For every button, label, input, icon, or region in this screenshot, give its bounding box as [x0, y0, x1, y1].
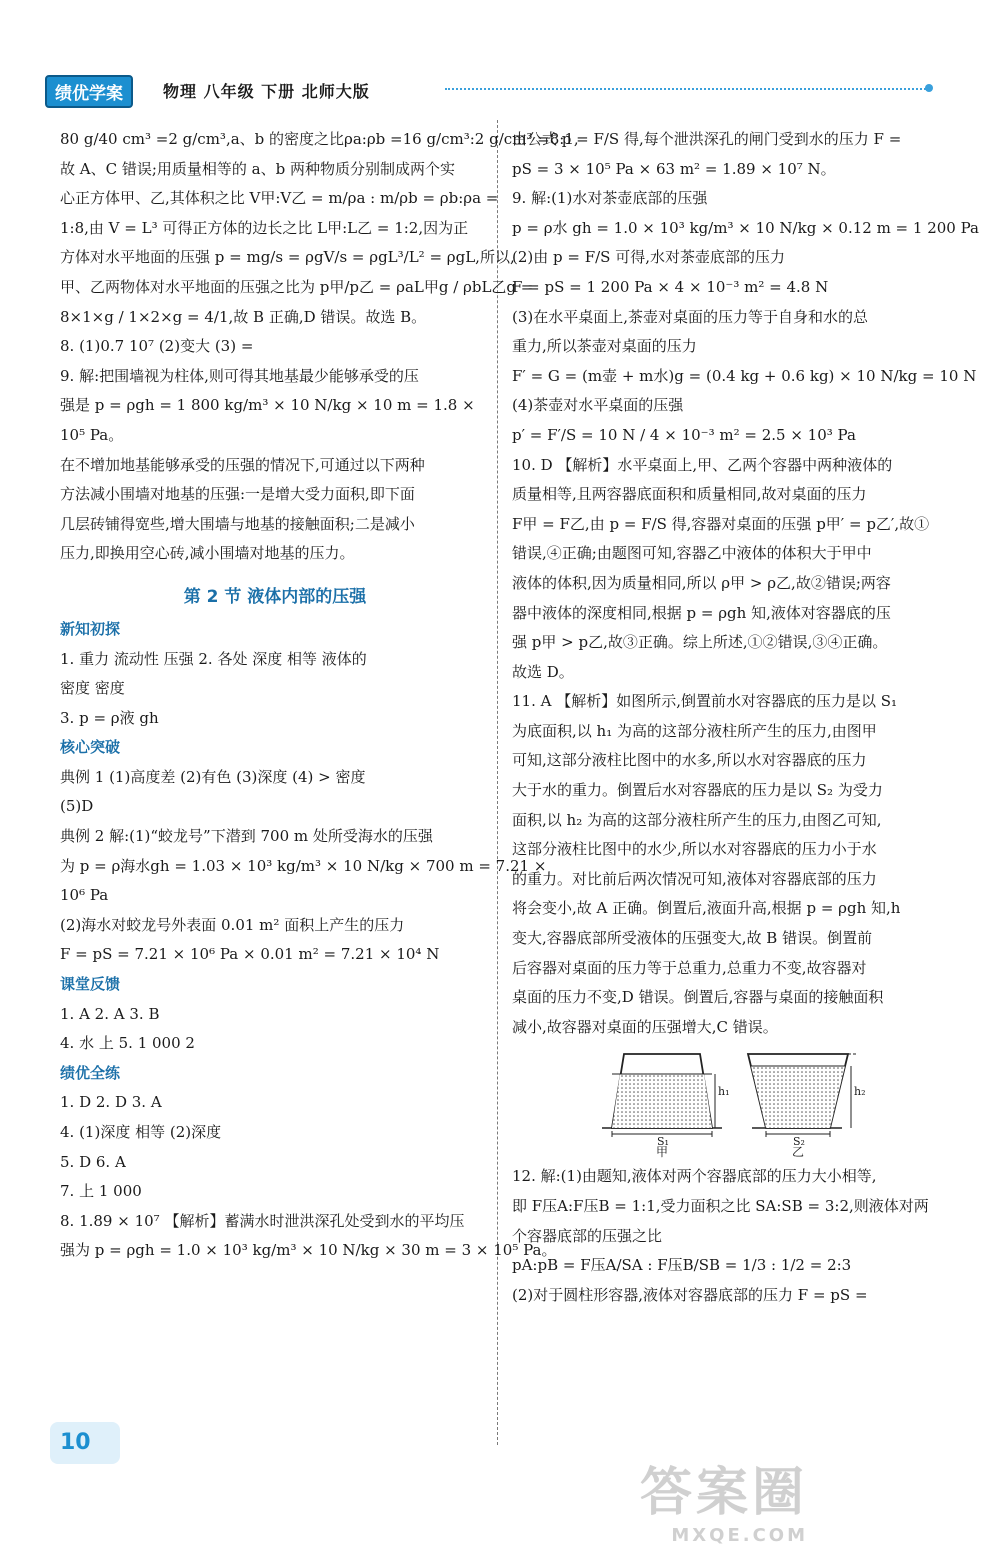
text-line: pA:pB = F压A/SA : F压B/SB = 1/3 : 1/2 = 2:3 [512, 1256, 852, 1275]
text-line: 几层砖铺得宽些,增大围墙与地基的接触面积;二是减小 [60, 514, 415, 533]
right-block-2 [512, 1162, 942, 1310]
text-line: 即 F压A:F压B = 1:1,受力面积之比 SA:SB = 3:2,则液体对两 [512, 1197, 929, 1215]
text-line: 个容器底部的压强之比 [512, 1226, 663, 1245]
text-line: 1. 重力 流动性 压强 2. 各处 深度 相等 液体的 [60, 649, 367, 668]
text-line: (3)在水平桌面上,茶壶对桌面的压力等于自身和水的总 [512, 307, 869, 326]
text-line: 7. 上 1 000 [60, 1182, 142, 1201]
text-line: 桌面的压力不变,D 错误。倒置后,容器与桌面的接触面积 [512, 988, 884, 1007]
left-block-1 [60, 125, 579, 569]
text-line: 8. 1.89 × 10⁷ 【解析】蓄满水时泄洪深孔处受到水的平均压 [60, 1211, 465, 1230]
section-heading: 绩优全练 [60, 1063, 121, 1082]
text-line: F = pS = 1 200 Pa × 4 × 10⁻³ m² = 4.8 N [512, 277, 829, 296]
text-line: 故 A、C 错误;用质量相等的 a、b 两种物质分别制成两个实 [60, 159, 455, 178]
text-line: F甲 = F乙,由 p = F/S 得,容器对桌面的压强 p甲′ = p乙′,故① [512, 514, 930, 533]
text-line: 1. A 2. A 3. B [60, 1004, 160, 1023]
text-line: 这部分液柱比图中的水少,所以水对容器底的压力小于水 [512, 840, 877, 859]
subject-title: 物理 八年级 下册 北师大版 [163, 82, 370, 101]
text-line: 大于水的重力。倒置后水对容器底的压力是以 S₂ 为受力 [512, 781, 883, 800]
text-line: (4)茶壶对水平桌面的压强 [512, 396, 684, 415]
text-line: 10⁶ Pa [60, 886, 109, 905]
text-line: F′ = G = (m壶 + m水)g = (0.4 kg + 0.6 kg) × 10 N/kg = 10 N [512, 366, 977, 385]
text-line: F = pS = 7.21 × 10⁶ Pa × 0.01 m² = 7.21 × 10⁴ N [60, 945, 440, 964]
header-dot-icon [925, 84, 933, 92]
watermark-url: MXQE.COM [671, 1525, 809, 1546]
text-line: 变大,容器底部所受液体的压强变大,故 B 错误。倒置前 [512, 929, 873, 948]
text-line: 为底面积,以 h₁ 为高的这部分液柱所产生的压力,由图甲 [512, 721, 877, 740]
text-line: 后容器对桌面的压力等于总重力,总重力不变,故容器对 [512, 958, 867, 977]
brand-logo: 绩优学案 [45, 75, 133, 108]
section-title: 第 2 节 液体内部的压强 [183, 586, 367, 607]
text-line: 方法减小围墙对地基的压强:一是增大受力面积,即下面 [60, 485, 415, 504]
label-h2: h₂ [854, 1085, 866, 1099]
container-figure [512, 1046, 942, 1160]
text-line: 的重力。对比前后两次情况可知,液体对容器底部的压力 [512, 869, 877, 888]
text-line: 11. A 【解析】如图所示,倒置前水对容器底的压力是以 S₁ [512, 692, 898, 711]
text-line: 10⁵ Pa。 [60, 425, 124, 444]
text-line: (2)海水对蛟龙号外表面 0.01 m² 面积上产生的压力 [60, 915, 405, 934]
text-line: 3. p = ρ液 gh [60, 708, 159, 727]
text-line: 甲、乙两物体对水平地面的压强之比为 p甲/p乙 = ρaL甲g / ρbL乙g = [60, 277, 534, 296]
section-heading: 核心突破 [60, 738, 121, 757]
text-line: 10. D 【解析】水平桌面上,甲、乙两个容器中两种液体的 [512, 455, 893, 474]
text-line: 面积,以 h₂ 为高的这部分液柱所产生的压力,由图乙可知, [512, 810, 882, 829]
section-heading: 课堂反馈 [60, 975, 121, 994]
text-line: 液体的体积,因为质量相同,所以 ρ甲 > ρ乙,故②错误;两容 [512, 573, 891, 592]
text-line: 9. 解:(1)水对茶壶底部的压强 [512, 189, 708, 208]
watermark [640, 1450, 808, 1546]
text-line: p′ = F′/S = 10 N / 4 × 10⁻³ m² = 2.5 × 10³ Pa [512, 425, 856, 444]
right-block-1 [512, 125, 979, 1042]
text-line: 可知,这部分液柱比图中的水多,所以水对容器底的压力 [512, 751, 867, 770]
text-line: 将会变小,故 A 正确。倒置后,液面升高,根据 p = ρgh 知,h [512, 899, 901, 918]
text-line: (2)对于圆柱形容器,液体对容器底部的压力 F = pS = [512, 1285, 868, 1304]
text-line: 9. 解:把围墙视为柱体,则可得其地基最少能够承受的压 [60, 366, 419, 385]
text-line: 强 p甲 > p乙,故③正确。综上所述,①②错误,③④正确。 [512, 633, 888, 652]
text-line: 8. (1)0.7 10⁷ (2)变大 (3) = [60, 337, 254, 356]
label-s1: S₁ [657, 1135, 669, 1149]
text-line: pS = 3 × 10⁵ Pa × 63 m² = 1.89 × 10⁷ N。 [512, 159, 836, 178]
page-number: 10 [60, 1430, 91, 1455]
text-line: 在不增加地基能够承受的压强的情况下,可通过以下两种 [60, 455, 425, 474]
text-line: 方体对水平地面的压强 p = mg/s = ρgV/s = ρgL³/L² = ρgL,所以, [60, 248, 515, 267]
right-column [512, 125, 979, 1310]
label-h1: h₁ [718, 1085, 730, 1099]
text-line: 1. D 2. D 3. A [60, 1093, 162, 1112]
text-line: (2)由 p = F/S 可得,水对茶壶底部的压力 [512, 248, 785, 267]
text-line: 压力,即换用空心砖,减小围墙对地基的压力。 [60, 544, 355, 563]
text-line: 典例 1 (1)高度差 (2)有色 (3)深度 (4) > 密度 [60, 767, 366, 786]
text-line: 80 g/40 cm³ =2 g/cm³,a、b 的密度之比ρa:ρb =16 g/cm³:2 g/cm³ =8:1, [60, 130, 579, 148]
caption-yi: 乙 [792, 1145, 805, 1160]
text-line: 4. (1)深度 相等 (2)深度 [60, 1123, 222, 1141]
text-line: 器中液体的深度相同,根据 p = ρgh 知,液体对容器底的压 [512, 603, 891, 622]
page-header [45, 72, 945, 104]
text-line: 质量相等,且两容器底面积和质量相同,故对桌面的压力 [512, 485, 867, 504]
text-line: 典例 2 解:(1)“蛟龙号”下潜到 700 m 处所受海水的压强 [60, 827, 433, 846]
text-line: 减小,故容器对桌面的压强增大,C 错误。 [512, 1017, 778, 1036]
text-line: 5. D 6. A [60, 1152, 126, 1171]
label-s2: S₂ [793, 1135, 805, 1149]
text-line: (5)D [60, 797, 94, 816]
text-line: 8×1×g / 1×2×g = 4/1,故 B 正确,D 错误。故选 B。 [60, 307, 427, 326]
text-line: 强为 p = ρgh = 1.0 × 10³ kg/m³ × 10 N/kg × 30 m = 3 × 10⁵ Pa。 [60, 1241, 557, 1260]
text-line: 为 p = ρ海水gh = 1.03 × 10³ kg/m³ × 10 N/kg × 700 m = 7.21 × [60, 856, 547, 875]
text-line: 12. 解:(1)由题知,液体对两个容器底部的压力大小相等, [512, 1167, 877, 1186]
section-heading: 新知初探 [60, 619, 121, 638]
text-line: 重力,所以茶壶对桌面的压力 [512, 337, 697, 356]
text-line: 由公式 p = F/S 得,每个泄洪深孔的闸门受到水的压力 F = [512, 130, 902, 148]
text-line: 故选 D。 [512, 662, 574, 681]
text-line: 1:8,由 V = L³ 可得正方体的边长之比 L甲:L乙 = 1:2,因为正 [60, 218, 469, 237]
text-line: 密度 密度 [60, 679, 125, 698]
text-line: p = ρ水 gh = 1.0 × 10³ kg/m³ × 10 N/kg × 0.12 m = 1 200 Pa [512, 218, 979, 237]
text-line: 强是 p = ρgh = 1 800 kg/m³ × 10 N/kg × 10 m = 1.8 × [60, 396, 475, 415]
trapezoid-containers-diagram [512, 1046, 942, 1160]
watermark-logo: 答案圈 [640, 1463, 809, 1523]
text-line: 错误,④正确;由题图可知,容器乙中液体的体积大于甲中 [512, 544, 872, 563]
caption-jia: 甲 [656, 1145, 669, 1160]
text-line: 4. 水 上 5. 1 000 2 [60, 1034, 195, 1053]
header-dotted-rule [445, 88, 930, 90]
text-line: 心正方体甲、乙,其体积之比 V甲:V乙 = m/ρa : m/ρb = ρb:ρa = [60, 189, 499, 208]
